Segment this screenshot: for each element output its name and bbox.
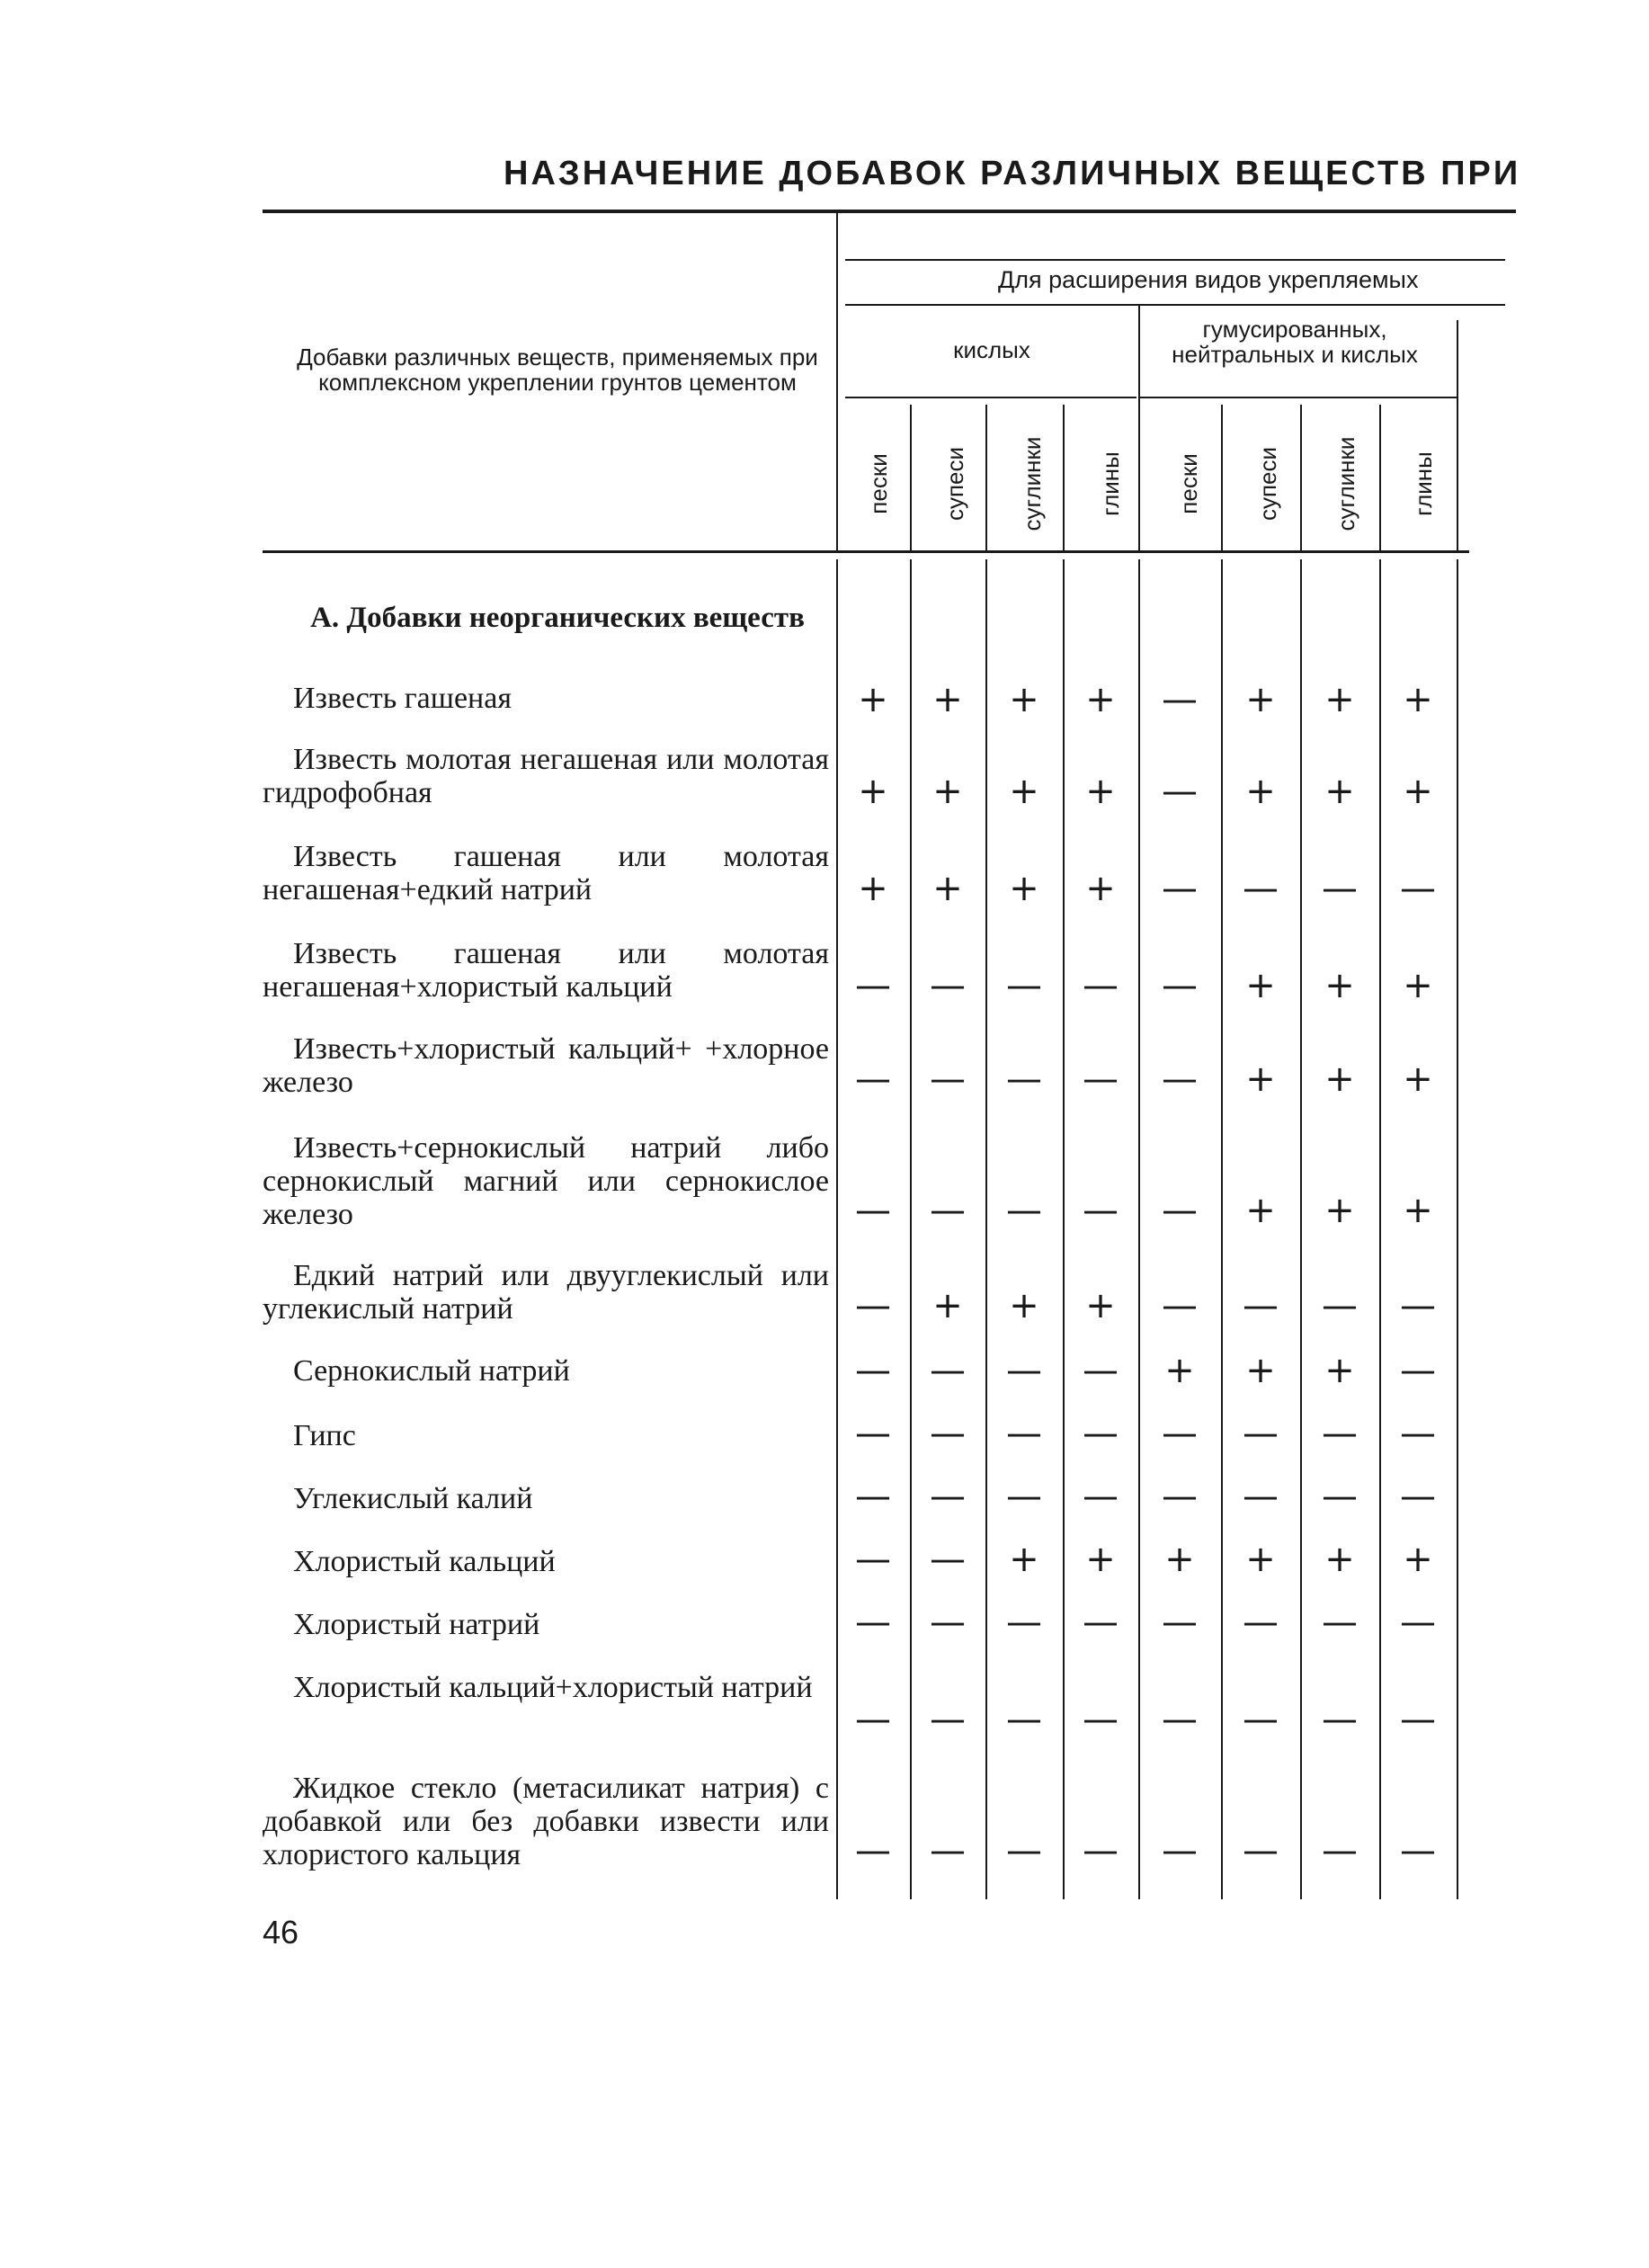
table-cell-mark: — — [1162, 1602, 1198, 1643]
table-cell-mark: — — [1083, 1058, 1119, 1100]
right-edge-header — [1457, 320, 1458, 552]
stub-header: Добавки различных веществ, применяемых при комплексном укреплении грунтов цементом — [297, 344, 818, 396]
row-label: Едкий натрий или двууглекислый или углекислый натрий — [263, 1259, 829, 1326]
table-cell-mark: — — [1322, 1285, 1358, 1326]
table-cell-mark: — — [1083, 1413, 1119, 1454]
table-cell-mark: + — [1009, 771, 1039, 812]
body-divider — [836, 559, 838, 1899]
table-cell-mark: — — [1322, 1699, 1358, 1740]
table-cell-mark: + — [1085, 868, 1116, 909]
col-divider — [910, 405, 912, 552]
row-label: Известь молотая негашеная или молотая гидрофобная — [263, 743, 829, 809]
body-divider — [1063, 559, 1065, 1899]
table-cell-mark: + — [858, 868, 888, 909]
table-cell-mark: — — [1322, 1413, 1358, 1454]
group-rule-right — [1140, 397, 1457, 398]
table-cell-mark: — — [1322, 1476, 1358, 1517]
table-cell-mark: — — [1243, 1830, 1279, 1871]
col-head-5: пески — [1175, 453, 1202, 514]
table-cell-mark: — — [1400, 1830, 1436, 1871]
row-label: Хлористый кальций — [293, 1545, 556, 1578]
table-cell-mark: — — [1083, 1830, 1119, 1871]
top-rule — [263, 210, 1516, 213]
span-rule — [845, 259, 1505, 261]
table-cell-mark: + — [1085, 1285, 1116, 1326]
table-cell-mark: — — [1400, 1602, 1436, 1643]
table-cell-mark: + — [1245, 1350, 1276, 1391]
table-cell-mark: — — [1243, 1413, 1279, 1454]
row-label: Известь+хлористый кальций+ +хлорное железо — [263, 1032, 829, 1099]
table-cell-mark: — — [1322, 868, 1358, 909]
table-cell-mark: — — [855, 1699, 891, 1740]
table-cell-mark: — — [1400, 1350, 1436, 1391]
col-divider — [1379, 405, 1381, 552]
body-divider — [1221, 559, 1223, 1899]
table-cell-mark: + — [1324, 771, 1355, 812]
table-cell-mark: + — [1403, 1058, 1433, 1100]
span-rule-2 — [845, 304, 1505, 306]
table-cell-mark: + — [1245, 1190, 1276, 1231]
table-cell-mark: — — [1006, 1699, 1042, 1740]
table-cell-mark: + — [1403, 1539, 1433, 1580]
table-cell-mark: — — [855, 1476, 891, 1517]
table-cell-mark: — — [1400, 1285, 1436, 1326]
table-cell-mark: + — [1085, 771, 1116, 812]
table-cell-mark: — — [1083, 1350, 1119, 1391]
table-cell-mark: + — [1245, 1058, 1276, 1100]
col-divider — [985, 405, 987, 552]
table-cell-mark: + — [1324, 1350, 1355, 1391]
table-cell-mark: — — [930, 1190, 966, 1231]
table-cell-mark: — — [1243, 1699, 1279, 1740]
row-label: Хлористый натрий — [293, 1608, 540, 1641]
col-divider — [1221, 405, 1223, 552]
table-cell-mark: — — [1162, 771, 1198, 812]
table-cell-mark: — — [855, 1058, 891, 1100]
table-cell-mark: — — [930, 1058, 966, 1100]
col-head-4: глины — [1097, 451, 1124, 516]
row-label: Известь+сернокислый натрий либо сернокислый магний или сернокислое железо — [263, 1131, 829, 1231]
row-label: Известь гашеная — [293, 682, 512, 715]
table-cell-mark: — — [1322, 1830, 1358, 1871]
col-head-8: глины — [1410, 451, 1437, 516]
table-cell-mark: — — [1006, 965, 1042, 1006]
table-cell-mark: — — [855, 1539, 891, 1580]
table-cell-mark: — — [855, 1285, 891, 1326]
table-cell-mark: + — [1164, 1539, 1195, 1580]
row-label: Известь гашеная или молотая негашеная+хлористый кальций — [263, 937, 829, 1004]
table-cell-mark: — — [930, 1476, 966, 1517]
table-cell-mark: — — [930, 1413, 966, 1454]
body-divider — [1457, 559, 1458, 1899]
table-cell-mark: — — [930, 1602, 966, 1643]
table-cell-mark: + — [1164, 1350, 1195, 1391]
row-label: Жидкое стекло (метасиликат натрия) с добавкой или без добавки извести или хлористого кальция — [263, 1772, 829, 1871]
col-head-3: суглинки — [1019, 436, 1046, 531]
table-cell-mark: + — [1403, 679, 1433, 720]
col-head-2: супеси — [941, 446, 968, 522]
col-head-1: пески — [865, 453, 892, 514]
table-cell-mark: + — [1009, 679, 1039, 720]
table-cell-mark: + — [1009, 1539, 1039, 1580]
table-cell-mark: — — [1400, 1699, 1436, 1740]
col-head-7: суглинки — [1333, 436, 1359, 531]
table-cell-mark: + — [1245, 965, 1276, 1006]
table-cell-mark: — — [855, 1190, 891, 1231]
table-cell-mark: + — [932, 1285, 963, 1326]
table-cell-mark: — — [1083, 1190, 1119, 1231]
table-cell-mark: — — [1162, 679, 1198, 720]
table-cell-mark: + — [1085, 679, 1116, 720]
table-cell-mark: — — [1243, 868, 1279, 909]
table-cell-mark: — — [930, 1699, 966, 1740]
table-cell-mark: — — [930, 1350, 966, 1391]
table-cell-mark: — — [855, 1602, 891, 1643]
table-cell-mark: + — [1245, 1539, 1276, 1580]
header-divider — [836, 212, 838, 552]
section-title: А. Добавки неорганических веществ — [310, 602, 805, 634]
table-cell-mark: — — [1006, 1413, 1042, 1454]
table-cell-mark: — — [1006, 1602, 1042, 1643]
table-cell-mark: + — [1324, 1058, 1355, 1100]
table-cell-mark: — — [1162, 1285, 1198, 1326]
table-cell-mark: + — [1324, 679, 1355, 720]
table-cell-mark: — — [1006, 1830, 1042, 1871]
table-cell-mark: + — [932, 771, 963, 812]
table-cell-mark: + — [1009, 1285, 1039, 1326]
table-cell-mark: — — [1006, 1058, 1042, 1100]
row-label: Углекислый калий — [293, 1482, 533, 1515]
table-cell-mark: — — [1243, 1285, 1279, 1326]
table-cell-mark: — — [855, 1830, 891, 1871]
table-cell-mark: — — [930, 1539, 966, 1580]
col-divider — [1300, 405, 1302, 552]
table-cell-mark: — — [930, 1830, 966, 1871]
span-header: Для расширения видов укрепляемых — [998, 266, 1419, 293]
table-cell-mark: — — [1083, 1476, 1119, 1517]
table-cell-mark: — — [1162, 868, 1198, 909]
table-cell-mark: — — [1083, 1699, 1119, 1740]
table-cell-mark: — — [1162, 1413, 1198, 1454]
table-cell-mark: — — [1243, 1476, 1279, 1517]
col-head-6: супеси — [1254, 446, 1281, 522]
group-rule-left — [845, 397, 1136, 398]
table-cell-mark: + — [1324, 1190, 1355, 1231]
table-cell-mark: + — [1245, 771, 1276, 812]
table-cell-mark: + — [1403, 771, 1433, 812]
table-cell-mark: — — [1006, 1476, 1042, 1517]
row-label: Известь гашеная или молотая негашеная+едкий натрий — [263, 840, 829, 906]
table-cell-mark: + — [1403, 965, 1433, 1006]
table-cell-mark: + — [1403, 1190, 1433, 1231]
page-title: НАЗНАЧЕНИЕ ДОБАВОК РАЗЛИЧНЫХ ВЕЩЕСТВ ПРИ — [504, 155, 1521, 192]
table-cell-mark: + — [1245, 679, 1276, 720]
table-cell-mark: + — [1324, 965, 1355, 1006]
body-divider — [985, 559, 987, 1899]
page-number: 46 — [263, 1914, 299, 1951]
table-cell-mark: — — [1162, 1058, 1198, 1100]
table-cell-mark: — — [1162, 1830, 1198, 1871]
table-cell-mark: + — [858, 679, 888, 720]
table-cell-mark: + — [1324, 1539, 1355, 1580]
table-cell-mark: — — [1006, 1350, 1042, 1391]
table-cell-mark: — — [1322, 1602, 1358, 1643]
row-label: Сернокислый натрий — [293, 1354, 570, 1388]
table-cell-mark: — — [1162, 1476, 1198, 1517]
header-bottom-rule — [263, 550, 1469, 553]
body-divider — [1379, 559, 1381, 1899]
table-cell-mark: — — [1162, 965, 1198, 1006]
table-cell-mark: + — [932, 868, 963, 909]
row-label: Хлористый кальций+хлористый натрий — [293, 1671, 813, 1704]
table-cell-mark: + — [1085, 1539, 1116, 1580]
table-cell-mark: — — [1083, 965, 1119, 1006]
group-header-humus: гумусированных, нейтральных и кислых — [1172, 316, 1418, 368]
row-label: Гипс — [293, 1419, 356, 1452]
table-cell-mark: — — [1162, 1699, 1198, 1740]
table-cell-mark: — — [855, 1413, 891, 1454]
table-cell-mark: + — [1009, 868, 1039, 909]
table-cell-mark: + — [858, 771, 888, 812]
table-cell-mark: — — [1162, 1190, 1198, 1231]
table-cell-mark: + — [932, 679, 963, 720]
group-header-acid: кислых — [953, 336, 1030, 363]
table-cell-mark: — — [930, 965, 966, 1006]
col-divider — [1063, 405, 1065, 552]
table-cell-mark: — — [855, 965, 891, 1006]
table-cell-mark: — — [1006, 1190, 1042, 1231]
table-cell-mark: — — [855, 1350, 891, 1391]
body-divider — [1300, 559, 1302, 1899]
body-divider — [1138, 559, 1140, 1899]
table-cell-mark: — — [1400, 868, 1436, 909]
table-cell-mark: — — [1243, 1602, 1279, 1643]
table-cell-mark: — — [1400, 1413, 1436, 1454]
table-cell-mark: — — [1083, 1602, 1119, 1643]
group-divider — [1138, 306, 1140, 552]
body-divider — [910, 559, 912, 1899]
table-cell-mark: — — [1400, 1476, 1436, 1517]
